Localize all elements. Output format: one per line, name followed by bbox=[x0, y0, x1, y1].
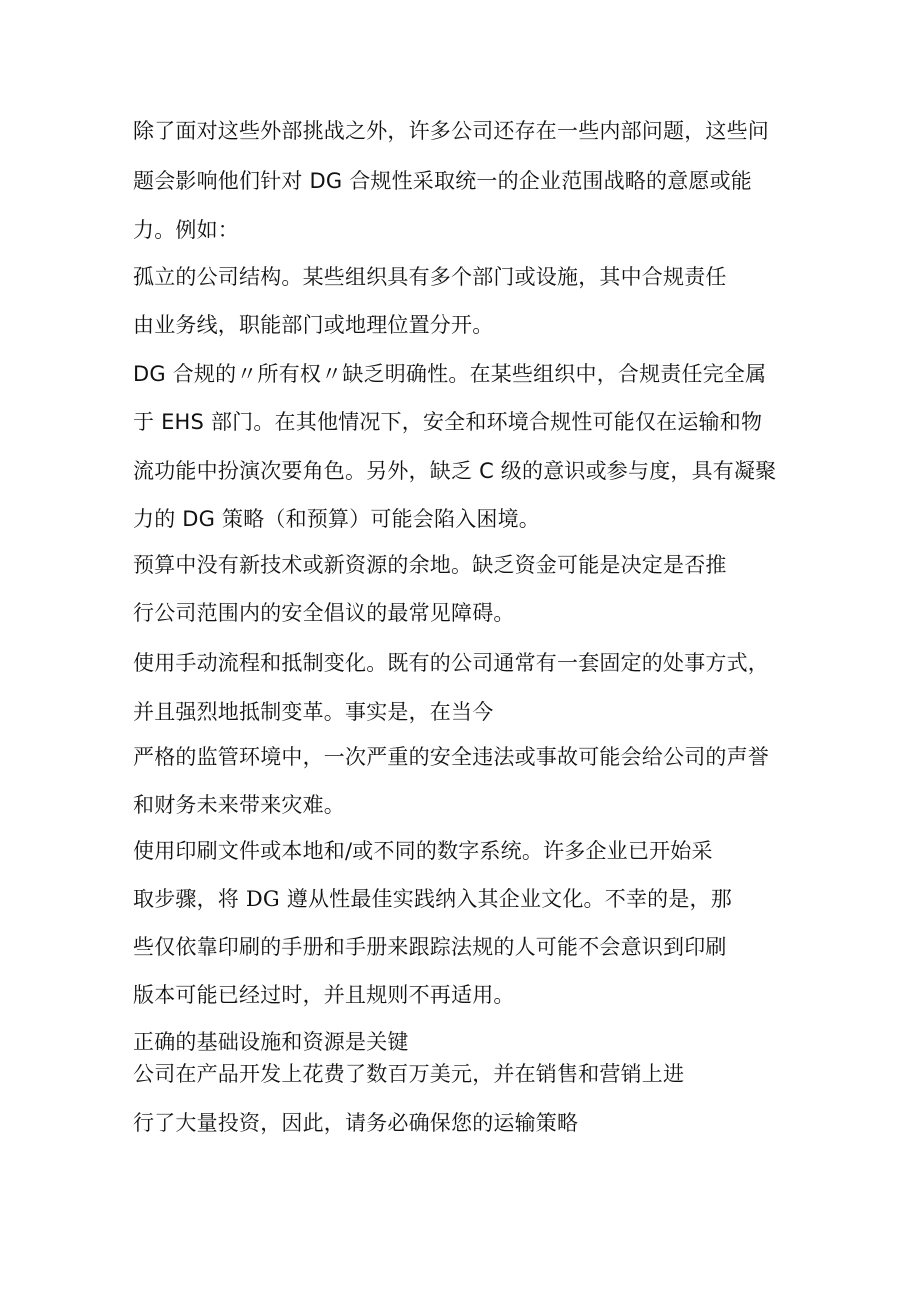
text-line: 使用手动流程和抵制变化。既有的公司通常有一套固定的处事方式， bbox=[133, 651, 769, 675]
text-line: DG 合规的〃所有权〃缺乏明确性。在某些组织中，合规责任完全属 bbox=[133, 362, 767, 386]
section-heading: 正确的基础设施和资源是关键 bbox=[133, 1030, 409, 1054]
text-line: 公司在产品开发上花费了数百万美元，并在销售和营销上进 bbox=[133, 1062, 685, 1086]
text-line: 题会影响他们针对 DG 合规性采取统一的企业范围战略的意愿或能 bbox=[133, 169, 752, 193]
text-line: 力的 DG 策略（和预算）可能会陷入困境。 bbox=[133, 507, 540, 531]
text-line: 和财务未来带来灾难。 bbox=[133, 793, 345, 817]
text-line: 版本可能已经过时，并且规则不再适用。 bbox=[133, 983, 515, 1007]
text-line: 于 EHS 部门。在其他情况下，安全和环境合规性可能仅在运输和物 bbox=[133, 410, 763, 434]
text-line: 严格的监管环境中，一次严重的安全违法或事故可能会给公司的声誉 bbox=[133, 745, 769, 769]
text-line: 除了面对这些外部挑战之外，许多公司还存在一些内部问题，这些问 bbox=[133, 119, 769, 143]
text-line: 孤立的公司结构。某些组织具有多个部门或设施，其中合规责任 bbox=[133, 265, 727, 289]
text-line: 取步骤，将 DG 遵从性最佳实践纳入其企业文化。不幸的是，那 bbox=[133, 887, 732, 911]
text-line: 流功能中扮演次要角色。另外，缺乏 C 级的意识或参与度，具有凝聚 bbox=[133, 459, 777, 483]
text-line: 行了大量投资，因此，请务必确保您的运输策略 bbox=[133, 1111, 579, 1135]
text-line: 力。例如： bbox=[133, 218, 239, 242]
text-line: 些仅依靠印刷的手册和手册来跟踪法规的人可能不会意识到印刷 bbox=[133, 935, 727, 959]
text-line: 行公司范围内的安全倡议的最常见障碍。 bbox=[133, 601, 515, 625]
text-line: 预算中没有新技术或新资源的余地。缺乏资金可能是决定是否推 bbox=[133, 553, 727, 577]
text-line: 并且强烈地抵制变革。事实是，在当今 bbox=[133, 700, 494, 724]
text-line: 使用印刷文件或本地和/或不同的数字系统。许多企业已开始采 bbox=[133, 839, 713, 863]
text-line: 由业务线，职能部门或地理位置分开。 bbox=[133, 313, 494, 337]
